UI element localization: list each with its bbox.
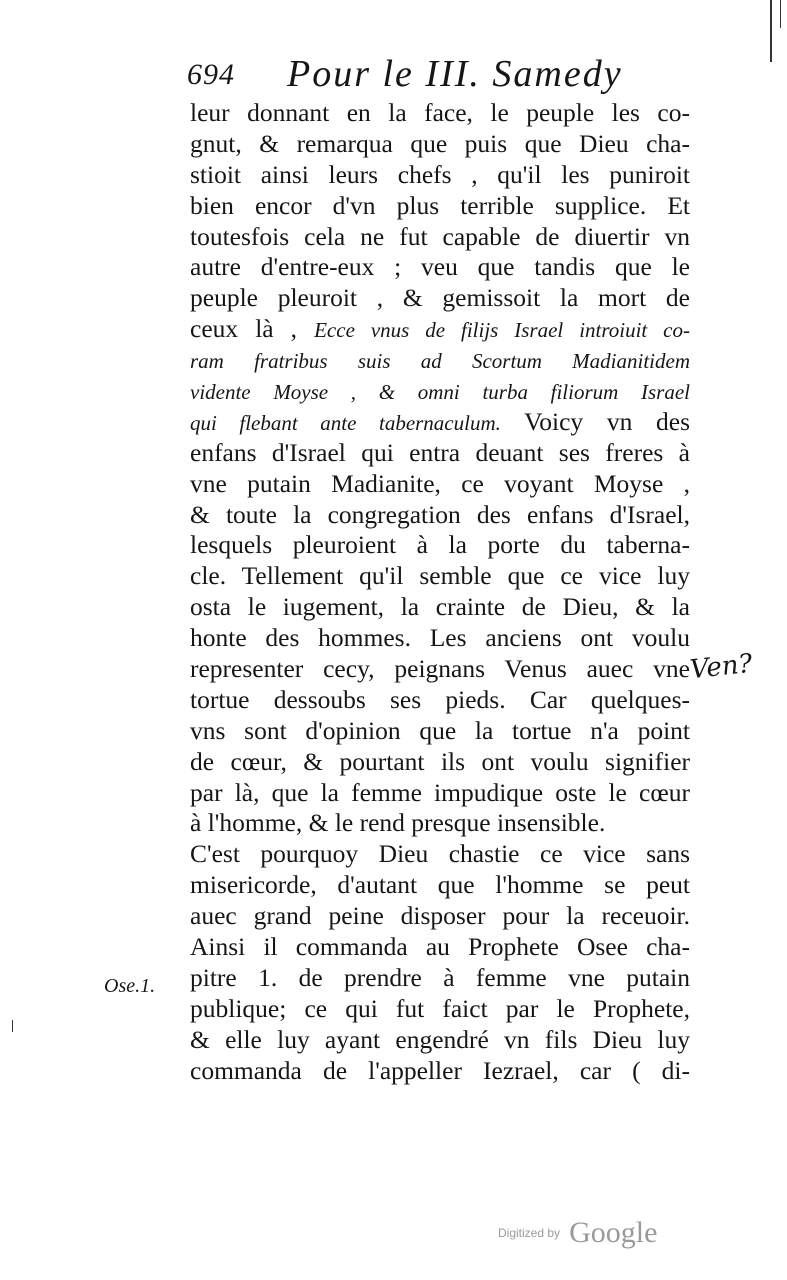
text-line: C'est pourquoy Dieu chastie ce vice sans [190,839,690,869]
page-header [187,52,707,96]
text-line: osta le iugement, la crainte de Dieu, & la [190,592,690,622]
text-line: à l'homme, & le rend presque insensible. [190,808,606,838]
text-fragment: ceux là , [190,314,298,344]
text-fragment: Voicy vn des [524,406,691,436]
text-line: par là, que la femme impudique oste le cœur [190,777,690,807]
text-line: misericorde, d'autant que l'homme se peut [190,870,690,900]
digitization-footer [498,1216,657,1250]
handwritten-annotation: Ven? [688,648,754,686]
latin-quote-line: ram fratribus suis ad Scortum Madianitidem [190,349,690,374]
text-line [190,407,690,438]
text-line: toutesfois cela ne fut capable de diuertir vn [190,221,690,251]
text-line: enfans d'Israel qui entra deuant ses freres à [190,437,690,467]
text-line: de cœur, & pourtant ils ont voulu signifier [190,746,690,776]
text-line: Ainsi il commanda au Prophete Osee cha- [190,932,690,962]
text-line: peuple pleuroit , & gemissoit la mort de [190,283,690,313]
running-title: Pour le III. Samedy [287,53,623,95]
text-line: tortue dessoubs ses pieds. Car quelques- [190,684,690,714]
text-line: stioit ainsi leurs chefs , qu'il les puniroit [190,159,690,189]
main-text [190,98,690,1087]
text-line: vne putain Madianite, ce voyant Moyse , [190,468,690,498]
text-line: cle. Tellement qu'il semble que ce vice luy [190,561,690,591]
page-number: 694 [187,58,235,91]
text-line: pitre 1. de prendre à femme vne putain [190,962,690,992]
text-line: autre d'entre-eux ; veu que tandis que le [190,252,690,282]
text-line: honte des hommes. Les anciens ont voulu [190,623,690,653]
latin-quote-fragment: qui flebant ante tabernaculum. [190,410,501,435]
binding-edge-mark [780,0,781,28]
margin-citation: Ose.1. [104,975,156,997]
text-line [190,314,690,345]
latin-quote-line: vidente Moyse , & omni turba filiorum Israel [190,380,690,405]
text-line: vns sont d'opinion que la tortue n'a point [190,715,690,745]
text-line: & elle luy ayant engendré vn fils Dieu luy [190,1024,690,1054]
latin-quote-fragment: Ecce vnus de filijs Israel introiuit co- [314,318,690,343]
text-line: auec grand peine disposer pour la receuoir. [190,901,690,931]
text-line: publique; ce qui fut faict par le Prophete, [190,993,690,1023]
margin-tick-mark [12,1020,13,1032]
text-line: bien encor d'vn plus terrible supplice. Et [190,190,690,220]
text-line: & toute la congregation des enfans d'Israel, [190,499,690,529]
binding-edge-mark [770,0,772,62]
digitized-by-label: Digitized by [498,1226,561,1240]
text-line: gnut, & remarqua que puis que Dieu cha- [190,128,690,158]
text-line: commanda de l'appeller Iezrael, car ( di- [190,1055,690,1085]
text-line: representer cecy, peignans Venus auec vne [190,654,690,684]
google-logo: Google [569,1216,658,1249]
text-line: leur donnant en la face, le peuple les co- [190,98,690,127]
text-line: lesquels pleuroient à la porte du taberna- [190,530,690,560]
